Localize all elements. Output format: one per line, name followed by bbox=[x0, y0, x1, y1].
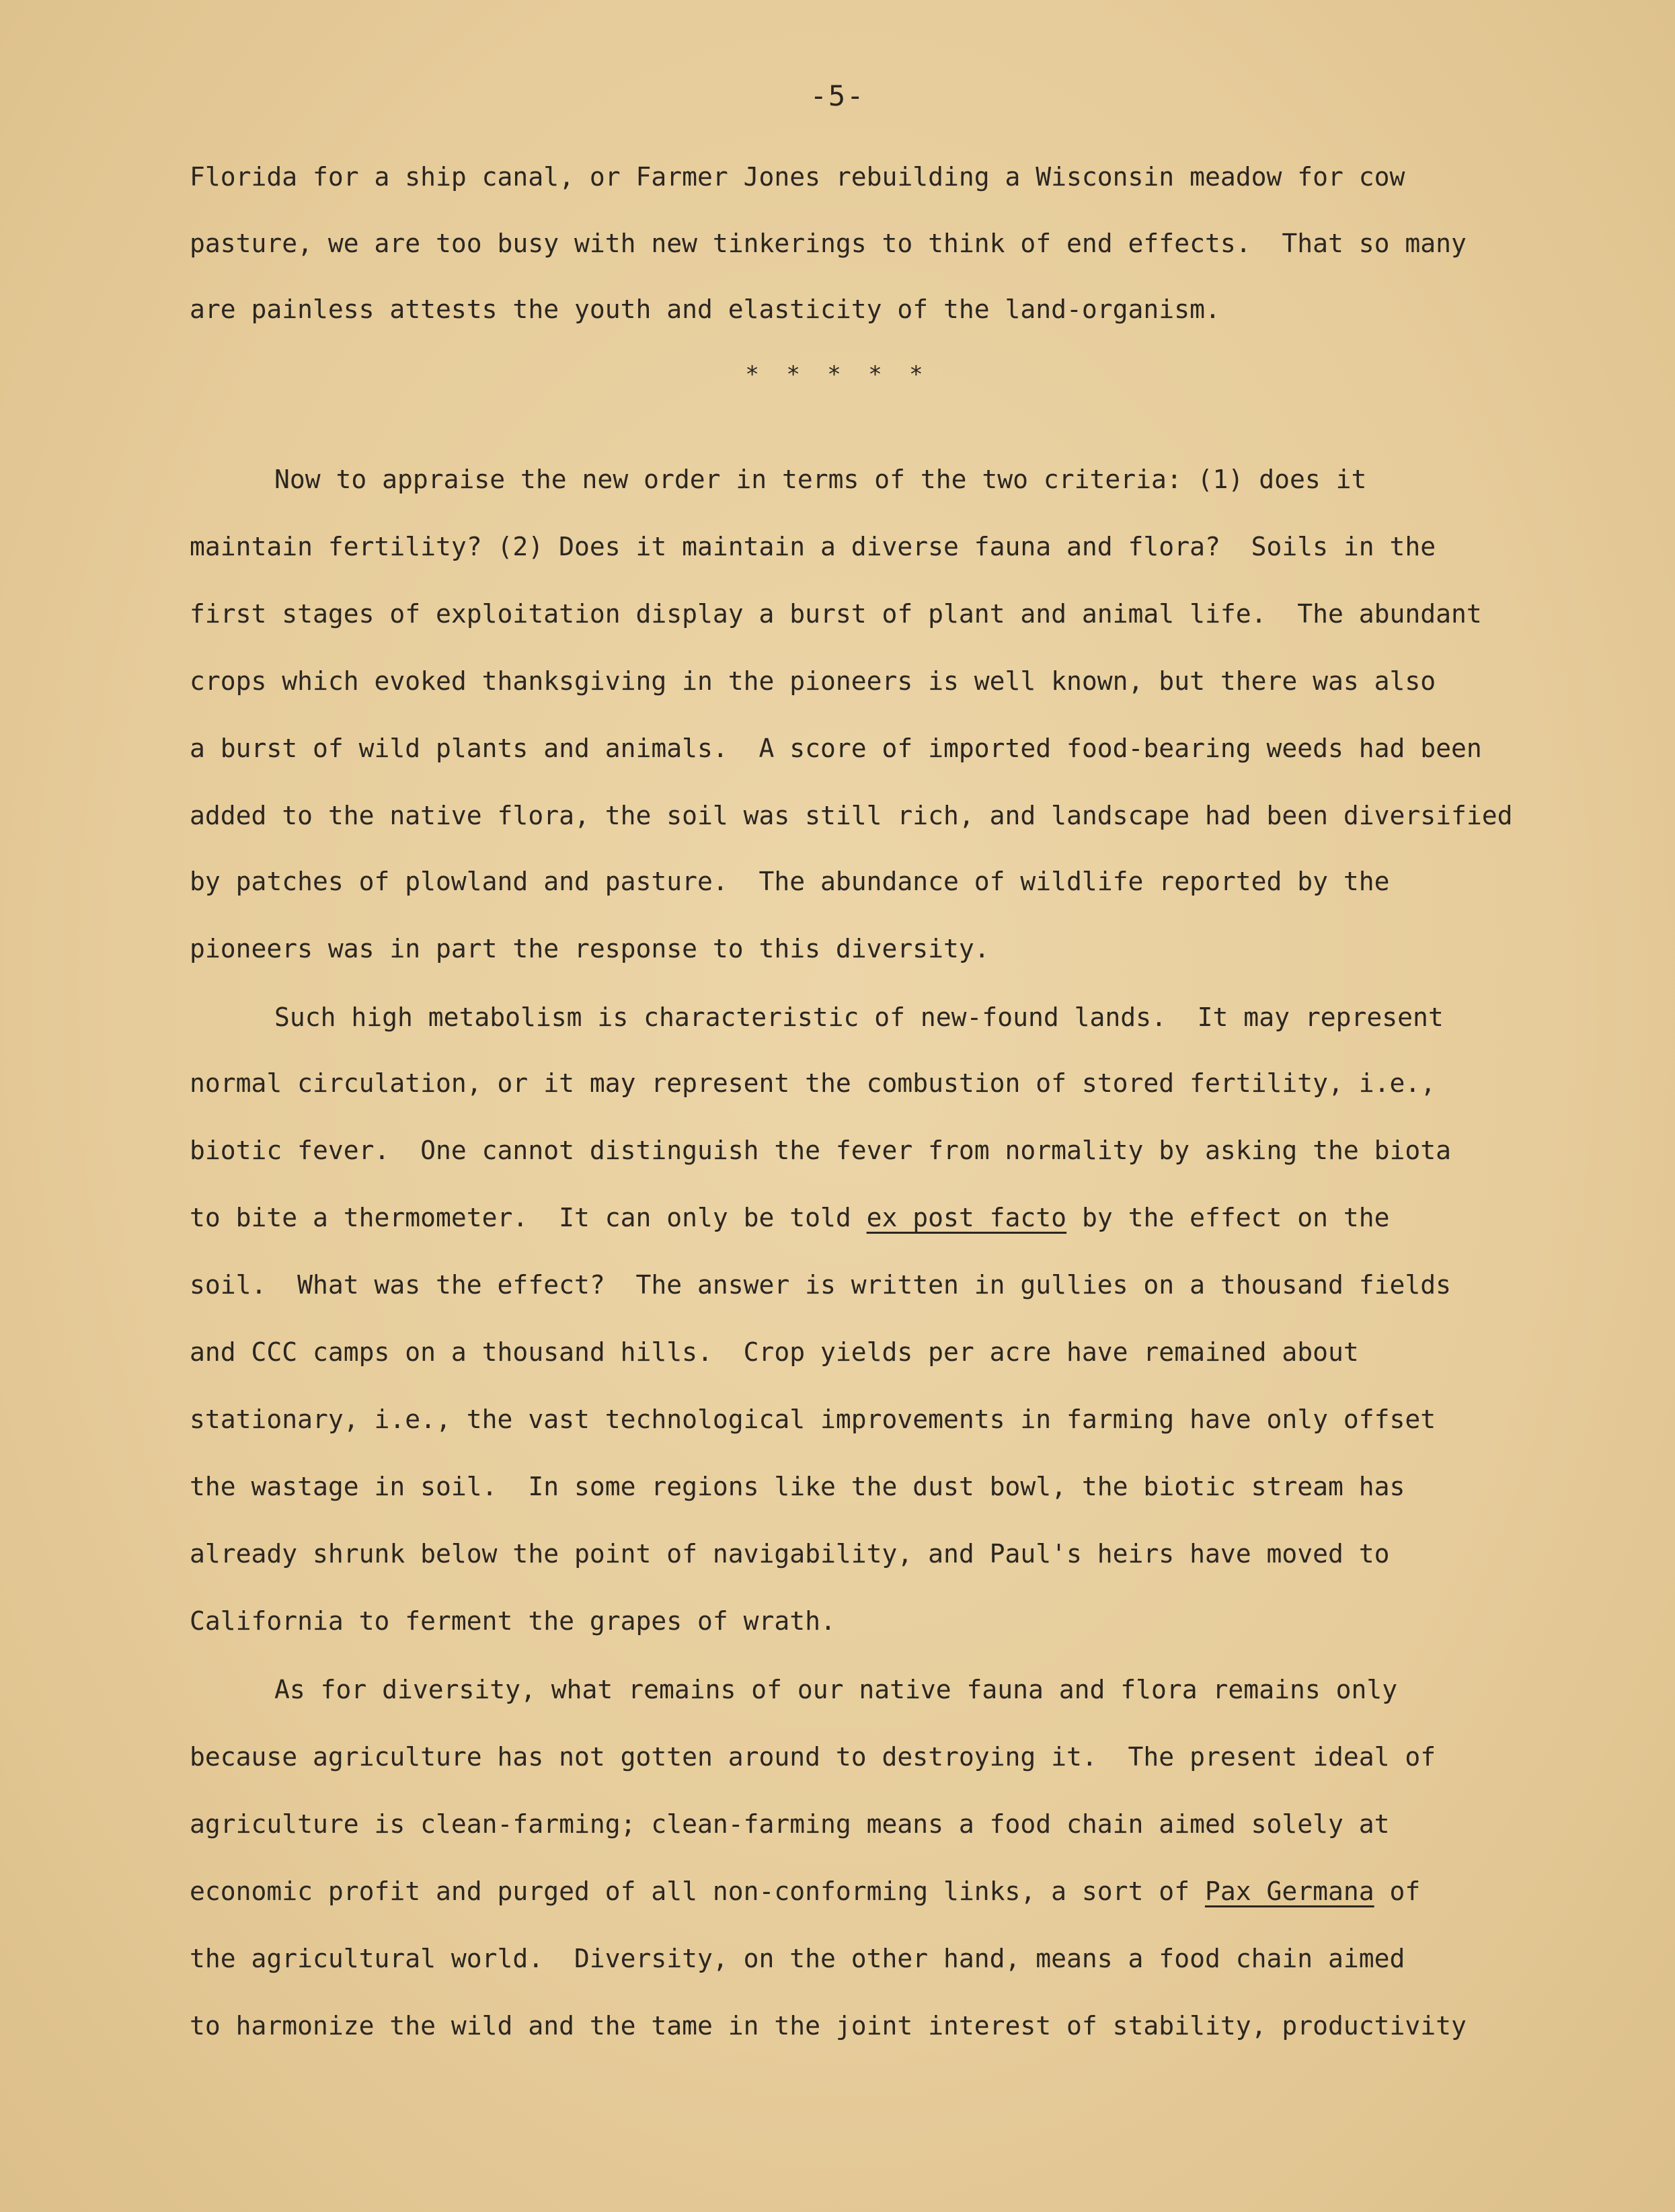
text-line: the wastage in soil. In some regions like the dust bowl, the biotic stream has bbox=[190, 1472, 1405, 1501]
text-line: agriculture is clean-farming; clean-farming means a food chain aimed solely at bbox=[190, 1809, 1390, 1839]
text-line: biotic fever. One cannot distinguish the fever from normality by asking the biota bbox=[190, 1136, 1451, 1165]
text-segment: by the effect on the bbox=[1066, 1203, 1390, 1232]
underlined-latin-phrase: ex post facto bbox=[866, 1203, 1067, 1232]
text-line: Such high metabolism is characteristic of new-found lands. It may represent bbox=[274, 1002, 1444, 1032]
text-line bbox=[190, 1205, 1390, 1230]
text-line: to harmonize the wild and the tame in the joint interest of stability, productivity bbox=[190, 2011, 1467, 2041]
section-break: * * * * * bbox=[745, 361, 930, 388]
text-line: normal circulation, or it may represent the combustion of stored fertility, i.e., bbox=[190, 1068, 1436, 1098]
text-line: added to the native flora, the soil was still rich, and landscape had been diversified bbox=[190, 801, 1513, 830]
text-segment: economic profit and purged of all non-conforming links, a sort of bbox=[190, 1877, 1205, 1906]
text-line: a burst of wild plants and animals. A score of imported food-bearing weeds had been bbox=[190, 734, 1482, 763]
text-line: pasture, we are too busy with new tinkerings to think of end effects. That so many bbox=[190, 229, 1467, 258]
text-line: because agriculture has not gotten around to destroying it. The present ideal of bbox=[190, 1742, 1436, 1772]
text-line bbox=[190, 1879, 1420, 1904]
page-number: -5- bbox=[810, 79, 865, 112]
text-line: maintain fertility? (2) Does it maintain a diverse fauna and flora? Soils in the bbox=[190, 532, 1436, 561]
text-line: first stages of exploitation display a burst of plant and animal life. The abundant bbox=[190, 599, 1482, 629]
text-line: Now to appraise the new order in terms of the two criteria: (1) does it bbox=[274, 465, 1367, 494]
text-line: Florida for a ship canal, or Farmer Jones rebuilding a Wisconsin meadow for cow bbox=[190, 162, 1405, 192]
text-line: the agricultural world. Diversity, on the other hand, means a food chain aimed bbox=[190, 1944, 1405, 1973]
text-line: crops which evoked thanksgiving in the pioneers is well known, but there was also bbox=[190, 666, 1436, 696]
text-line: As for diversity, what remains of our native fauna and flora remains only bbox=[274, 1675, 1398, 1704]
text-line: and CCC camps on a thousand hills. Crop yields per acre have remained about bbox=[190, 1337, 1359, 1367]
text-segment: to bite a thermometer. It can only be told bbox=[190, 1203, 867, 1232]
text-line: are painless attests the youth and elasticity of the land-organism. bbox=[190, 294, 1220, 324]
text-line: soil. What was the effect? The answer is written in gullies on a thousand fields bbox=[190, 1270, 1451, 1300]
text-line: stationary, i.e., the vast technological improvements in farming have only offset bbox=[190, 1405, 1436, 1434]
text-line: by patches of plowland and pasture. The abundance of wildlife reported by the bbox=[190, 867, 1390, 896]
text-line: California to ferment the grapes of wrath. bbox=[190, 1606, 836, 1636]
text-segment: of bbox=[1374, 1877, 1421, 1906]
underlined-latin-phrase: Pax Germana bbox=[1204, 1877, 1374, 1906]
text-line: already shrunk below the point of navigability, and Paul's heirs have moved to bbox=[190, 1539, 1390, 1569]
text-line: pioneers was in part the response to this diversity. bbox=[190, 934, 990, 963]
